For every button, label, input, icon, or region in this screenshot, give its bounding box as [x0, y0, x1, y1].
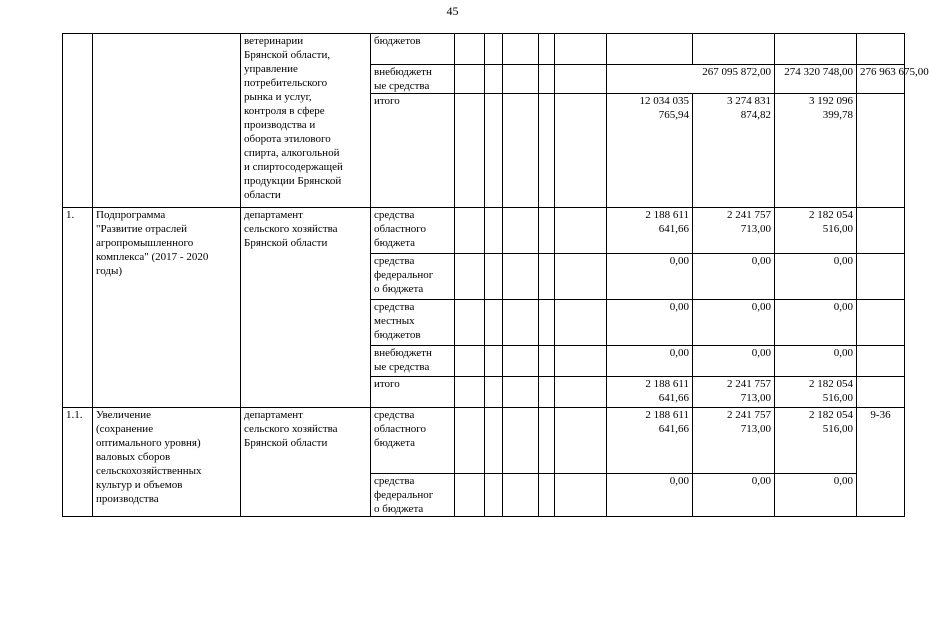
- indicator-cell: [857, 346, 905, 377]
- funding-source-cell: средства областного бюджета: [371, 408, 455, 474]
- amount-2019: 2 182 054 516,00: [775, 408, 857, 474]
- program-name-cell: Увеличение (сохранение оптимального уровня) валовых сборов сельскохозяйственных культур и объемов производства: [93, 408, 241, 517]
- funding-source-cell: средства федеральног о бюджета: [371, 474, 455, 517]
- page-number: 45: [446, 4, 459, 18]
- amount-2017: 0,00: [607, 254, 693, 300]
- amount-2017: 0,00: [607, 474, 693, 517]
- table-row: [63, 208, 905, 254]
- funding-source-cell: бюджетов: [371, 34, 455, 65]
- amount-2018: 0,00: [693, 254, 775, 300]
- amount-2019: 0,00: [775, 474, 857, 517]
- indicator-cell: 9-36: [857, 408, 905, 517]
- executor-cell: департамент сельского хозяйства Брянской области: [241, 208, 371, 408]
- amount-2019: 2 182 054 516,00: [775, 208, 857, 254]
- amount-2018: 0,00: [693, 300, 775, 346]
- amount-2018: [693, 34, 775, 65]
- funding-source-cell: средства областного бюджета: [371, 208, 455, 254]
- amount-2019: 0,00: [775, 300, 857, 346]
- amount-2017: 2 188 611 641,66: [607, 408, 693, 474]
- amount-2019: 3 192 096 399,78: [775, 94, 857, 208]
- row-number-cell: 1.1.: [63, 408, 93, 517]
- amount-2019: 0,00: [775, 346, 857, 377]
- amount-2019: 2 182 054 516,00: [775, 377, 857, 408]
- amount-2018: 274 320 748,00: [775, 65, 857, 94]
- executor-cell: департамент сельского хозяйства Брянской области: [241, 408, 371, 517]
- amount-2019: [775, 34, 857, 65]
- amount-2017: 12 034 035 765,94: [607, 94, 693, 208]
- funding-source-cell: средства федеральног о бюджета: [371, 254, 455, 300]
- amount-2019: 276 963 675,00: [857, 65, 905, 94]
- amount-2017: 267 095 872,00: [607, 65, 775, 94]
- indicator-cell: [857, 208, 905, 254]
- amount-2018: 2 241 757 713,00: [693, 208, 775, 254]
- amount-2018: 3 274 831 874,82: [693, 94, 775, 208]
- row-number-cell: [63, 34, 93, 208]
- funding-source-cell: внебюджетн ые средства: [371, 346, 455, 377]
- amount-2017: 0,00: [607, 300, 693, 346]
- program-name-cell: Подпрограмма "Развитие отраслей агропромышленного комплекса" (2017 - 2020 годы): [93, 208, 241, 408]
- funding-source-cell: итого: [371, 94, 455, 208]
- amount-2018: 0,00: [693, 346, 775, 377]
- amount-2018: 2 241 757 713,00: [693, 408, 775, 474]
- amount-2017: 0,00: [607, 346, 693, 377]
- indicator-cell: [857, 377, 905, 408]
- row-number-cell: 1.: [63, 208, 93, 408]
- amount-2019: 0,00: [775, 254, 857, 300]
- indicator-cell: [857, 300, 905, 346]
- amount-2017: 2 188 611 641,66: [607, 377, 693, 408]
- amount-2018: 0,00: [693, 474, 775, 517]
- funding-source-cell: внебюджетн ые средства: [371, 65, 455, 94]
- table-row: [63, 408, 905, 474]
- funding-source-cell: итого: [371, 377, 455, 408]
- indicator-cell: [857, 34, 905, 65]
- executor-cell: ветеринарии Брянской области, управление потребительского рынка и услуг, контроля в сфере производства и оборота этилового спирта, алкогольной и спиртосодержащей продукции Брянской области: [241, 34, 371, 208]
- program-name-cell: [93, 34, 241, 208]
- amount-2018: 2 241 757 713,00: [693, 377, 775, 408]
- amount-2017: [607, 34, 693, 65]
- budget-table: [62, 33, 929, 517]
- funding-source-cell: средства местных бюджетов: [371, 300, 455, 346]
- amount-2017: 2 188 611 641,66: [607, 208, 693, 254]
- indicator-cell: [857, 94, 905, 208]
- table-row: [63, 34, 905, 65]
- indicator-cell: [857, 254, 905, 300]
